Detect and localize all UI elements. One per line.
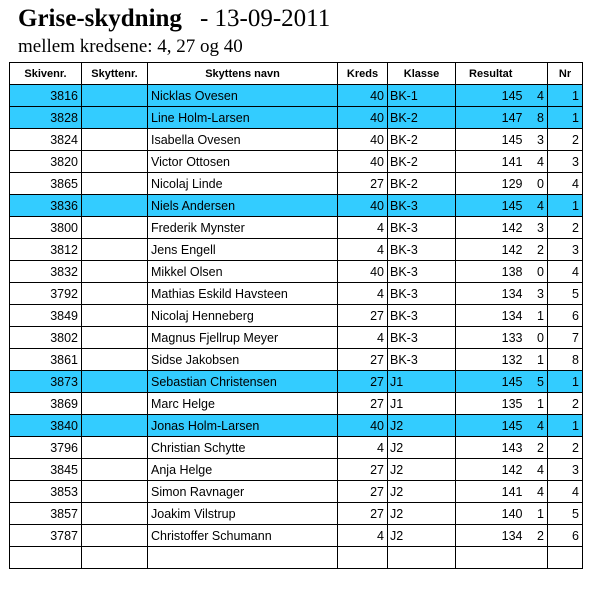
cell-extra: 4: [526, 481, 548, 503]
cell-extra: 2: [526, 239, 548, 261]
cell-skyttenr: [82, 393, 148, 415]
empty-cell: [10, 547, 82, 569]
cell-name: Anja Helge: [148, 459, 338, 481]
col-header-skytte: Skyttenr.: [82, 63, 148, 85]
cell-resultat: 142: [456, 217, 526, 239]
cell-extra: 2: [526, 437, 548, 459]
cell-klasse: J1: [388, 393, 456, 415]
table-row: [10, 525, 583, 547]
table-row: [10, 195, 583, 217]
cell-skivenr: 3816: [10, 85, 82, 107]
cell-skyttenr: [82, 173, 148, 195]
cell-extra: 1: [526, 349, 548, 371]
table-row: [10, 129, 583, 151]
cell-resultat: 134: [456, 305, 526, 327]
cell-skivenr: 3792: [10, 283, 82, 305]
cell-name: Frederik Mynster: [148, 217, 338, 239]
col-header-klasse: Klasse: [388, 63, 456, 85]
event-name: Grise-skydning: [18, 5, 182, 32]
cell-name: Sidse Jakobsen: [148, 349, 338, 371]
cell-skyttenr: [82, 415, 148, 437]
cell-skyttenr: [82, 371, 148, 393]
cell-klasse: J2: [388, 437, 456, 459]
cell-nr: 6: [548, 305, 583, 327]
table-row: [10, 85, 583, 107]
cell-skyttenr: [82, 349, 148, 371]
cell-resultat: 133: [456, 327, 526, 349]
cell-name: Jens Engell: [148, 239, 338, 261]
table-body: [10, 85, 583, 569]
cell-nr: 4: [548, 173, 583, 195]
cell-nr: 5: [548, 503, 583, 525]
empty-cell: [338, 547, 388, 569]
cell-skivenr: 3849: [10, 305, 82, 327]
cell-nr: 2: [548, 129, 583, 151]
cell-nr: 3: [548, 459, 583, 481]
cell-kreds: 27: [338, 173, 388, 195]
table-row: [10, 173, 583, 195]
cell-name: Nicklas Ovesen: [148, 85, 338, 107]
cell-nr: 5: [548, 283, 583, 305]
cell-name: Victor Ottosen: [148, 151, 338, 173]
cell-resultat: 129: [456, 173, 526, 195]
cell-kreds: 4: [338, 525, 388, 547]
cell-skivenr: 3796: [10, 437, 82, 459]
cell-kreds: 40: [338, 261, 388, 283]
cell-klasse: BK-3: [388, 283, 456, 305]
cell-kreds: 27: [338, 349, 388, 371]
cell-skyttenr: [82, 195, 148, 217]
cell-name: Magnus Fjellrup Meyer: [148, 327, 338, 349]
cell-skyttenr: [82, 327, 148, 349]
cell-resultat: 140: [456, 503, 526, 525]
cell-nr: 1: [548, 195, 583, 217]
cell-nr: 1: [548, 85, 583, 107]
cell-extra: 8: [526, 107, 548, 129]
cell-extra: 3: [526, 217, 548, 239]
cell-skivenr: 3869: [10, 393, 82, 415]
cell-kreds: 27: [338, 393, 388, 415]
col-header-nr: Nr: [548, 63, 583, 85]
cell-name: Line Holm-Larsen: [148, 107, 338, 129]
table-header-row: [10, 63, 583, 85]
cell-nr: 6: [548, 525, 583, 547]
table-row: [10, 217, 583, 239]
empty-cell: [456, 547, 526, 569]
cell-skivenr: 3820: [10, 151, 82, 173]
cell-skyttenr: [82, 459, 148, 481]
table-row: [10, 305, 583, 327]
cell-klasse: J1: [388, 371, 456, 393]
cell-nr: 7: [548, 327, 583, 349]
cell-skivenr: 3853: [10, 481, 82, 503]
cell-skyttenr: [82, 107, 148, 129]
cell-klasse: BK-3: [388, 327, 456, 349]
cell-klasse: BK-3: [388, 195, 456, 217]
cell-klasse: J2: [388, 525, 456, 547]
cell-klasse: BK-2: [388, 129, 456, 151]
cell-klasse: J2: [388, 503, 456, 525]
col-header-resultat: Resultat: [456, 63, 526, 85]
cell-skivenr: 3832: [10, 261, 82, 283]
cell-skyttenr: [82, 85, 148, 107]
cell-name: Isabella Ovesen: [148, 129, 338, 151]
cell-klasse: J2: [388, 481, 456, 503]
empty-cell: [548, 547, 583, 569]
cell-skyttenr: [82, 151, 148, 173]
cell-klasse: BK-1: [388, 85, 456, 107]
cell-extra: 5: [526, 371, 548, 393]
table-row: [10, 261, 583, 283]
table-row: [10, 503, 583, 525]
cell-name: Joakim Vilstrup: [148, 503, 338, 525]
cell-extra: 0: [526, 261, 548, 283]
page-title: [18, 4, 330, 34]
cell-nr: 1: [548, 107, 583, 129]
table-row: [10, 415, 583, 437]
col-header-kreds: Kreds: [338, 63, 388, 85]
table-row: [10, 327, 583, 349]
cell-extra: 4: [526, 85, 548, 107]
cell-kreds: 27: [338, 503, 388, 525]
page-header: [18, 4, 330, 58]
col-header-navn: Skyttens navn: [148, 63, 338, 85]
table-row: [10, 437, 583, 459]
cell-skivenr: 3787: [10, 525, 82, 547]
cell-extra: 4: [526, 151, 548, 173]
cell-skyttenr: [82, 129, 148, 151]
table-row: [10, 107, 583, 129]
cell-klasse: BK-3: [388, 239, 456, 261]
cell-nr: 2: [548, 437, 583, 459]
cell-resultat: 142: [456, 239, 526, 261]
cell-kreds: 27: [338, 481, 388, 503]
col-header-blank: [526, 63, 548, 85]
cell-name: Marc Helge: [148, 393, 338, 415]
cell-resultat: 147: [456, 107, 526, 129]
cell-skivenr: 3845: [10, 459, 82, 481]
cell-extra: 0: [526, 173, 548, 195]
empty-cell: [388, 547, 456, 569]
page-subtitle: mellem kredsene: 4, 27 og 40: [18, 36, 243, 57]
cell-extra: 2: [526, 525, 548, 547]
cell-kreds: 4: [338, 217, 388, 239]
cell-extra: 4: [526, 415, 548, 437]
cell-nr: 1: [548, 415, 583, 437]
cell-nr: 4: [548, 261, 583, 283]
cell-klasse: BK-2: [388, 151, 456, 173]
cell-klasse: BK-3: [388, 305, 456, 327]
cell-nr: 3: [548, 151, 583, 173]
table-row: [10, 151, 583, 173]
cell-skivenr: 3857: [10, 503, 82, 525]
cell-kreds: 4: [338, 283, 388, 305]
table-row: [10, 459, 583, 481]
cell-extra: 1: [526, 393, 548, 415]
cell-name: Sebastian Christensen: [148, 371, 338, 393]
cell-kreds: 27: [338, 459, 388, 481]
cell-skivenr: 3861: [10, 349, 82, 371]
cell-klasse: BK-3: [388, 349, 456, 371]
cell-skyttenr: [82, 305, 148, 327]
cell-resultat: 134: [456, 283, 526, 305]
cell-name: Nicolaj Linde: [148, 173, 338, 195]
cell-resultat: 135: [456, 393, 526, 415]
cell-skivenr: 3812: [10, 239, 82, 261]
cell-kreds: 27: [338, 371, 388, 393]
cell-nr: 2: [548, 393, 583, 415]
table-row: [10, 393, 583, 415]
cell-extra: 4: [526, 459, 548, 481]
cell-resultat: 145: [456, 129, 526, 151]
cell-skivenr: 3865: [10, 173, 82, 195]
table-row: [10, 481, 583, 503]
cell-nr: 2: [548, 217, 583, 239]
cell-skyttenr: [82, 239, 148, 261]
cell-kreds: 4: [338, 437, 388, 459]
cell-resultat: 145: [456, 195, 526, 217]
cell-kreds: 40: [338, 129, 388, 151]
cell-extra: 0: [526, 327, 548, 349]
cell-name: Nicolaj Henneberg: [148, 305, 338, 327]
cell-extra: 1: [526, 503, 548, 525]
empty-cell: [526, 547, 548, 569]
cell-nr: 1: [548, 371, 583, 393]
cell-nr: 3: [548, 239, 583, 261]
cell-skivenr: 3824: [10, 129, 82, 151]
empty-cell: [148, 547, 338, 569]
cell-kreds: 27: [338, 305, 388, 327]
cell-name: Mathias Eskild Havsteen: [148, 283, 338, 305]
cell-skivenr: 3840: [10, 415, 82, 437]
cell-name: Niels Andersen: [148, 195, 338, 217]
cell-klasse: BK-2: [388, 107, 456, 129]
cell-resultat: 141: [456, 481, 526, 503]
empty-cell: [82, 547, 148, 569]
cell-skyttenr: [82, 283, 148, 305]
cell-resultat: 143: [456, 437, 526, 459]
cell-klasse: J2: [388, 459, 456, 481]
cell-nr: 8: [548, 349, 583, 371]
cell-klasse: BK-2: [388, 173, 456, 195]
event-date: - 13-09-2011: [199, 5, 331, 32]
table-row: [10, 349, 583, 371]
cell-name: Christian Schytte: [148, 437, 338, 459]
cell-kreds: 40: [338, 195, 388, 217]
cell-kreds: 40: [338, 85, 388, 107]
cell-resultat: 138: [456, 261, 526, 283]
cell-skyttenr: [82, 261, 148, 283]
cell-kreds: 4: [338, 327, 388, 349]
cell-extra: 3: [526, 129, 548, 151]
col-header-skive: Skivenr.: [10, 63, 82, 85]
cell-skivenr: 3800: [10, 217, 82, 239]
cell-skivenr: 3836: [10, 195, 82, 217]
cell-skyttenr: [82, 525, 148, 547]
cell-klasse: BK-3: [388, 217, 456, 239]
cell-skyttenr: [82, 481, 148, 503]
cell-kreds: 40: [338, 107, 388, 129]
results-table: [9, 62, 583, 569]
cell-resultat: 145: [456, 415, 526, 437]
cell-resultat: 134: [456, 525, 526, 547]
cell-kreds: 4: [338, 239, 388, 261]
cell-name: Mikkel Olsen: [148, 261, 338, 283]
table-row: [10, 283, 583, 305]
cell-resultat: 145: [456, 85, 526, 107]
cell-skivenr: 3873: [10, 371, 82, 393]
cell-resultat: 145: [456, 371, 526, 393]
cell-resultat: 141: [456, 151, 526, 173]
cell-skyttenr: [82, 503, 148, 525]
cell-kreds: 40: [338, 415, 388, 437]
cell-resultat: 132: [456, 349, 526, 371]
cell-klasse: BK-3: [388, 261, 456, 283]
cell-extra: 4: [526, 195, 548, 217]
cell-klasse: J2: [388, 415, 456, 437]
table-row: [10, 239, 583, 261]
cell-name: Jonas Holm-Larsen: [148, 415, 338, 437]
cell-skivenr: 3802: [10, 327, 82, 349]
cell-name: Simon Ravnager: [148, 481, 338, 503]
table-row-empty: [10, 547, 583, 569]
cell-skivenr: 3828: [10, 107, 82, 129]
cell-kreds: 40: [338, 151, 388, 173]
cell-name: Christoffer Schumann: [148, 525, 338, 547]
cell-nr: 4: [548, 481, 583, 503]
cell-skyttenr: [82, 217, 148, 239]
table-row: [10, 371, 583, 393]
cell-skyttenr: [82, 437, 148, 459]
cell-extra: 1: [526, 305, 548, 327]
cell-extra: 3: [526, 283, 548, 305]
cell-resultat: 142: [456, 459, 526, 481]
